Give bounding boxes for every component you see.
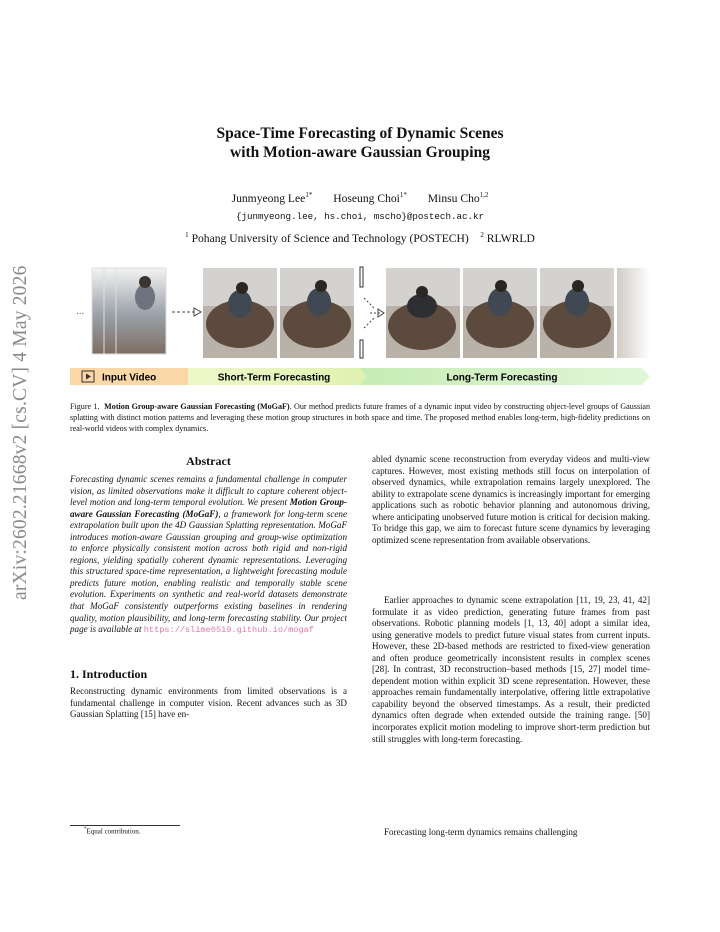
author-2: [333, 192, 407, 205]
author-name: Junmyeong Lee: [231, 191, 306, 205]
abstract-text: , a framework for long-term scene extrapolation built upon the 4D Gaussian Splatting representation. MoGaF introduces motion-aware Gaussian grouping and group-wise optimization to enforce physically consistent motion across both rigid and non-rigid regions, yielding spatially coherent dynamic representations. Leveraging this structured space-time representation, a lightweight forecasting module predicts future motion, enabling realistic and temporally stable scene evolution. Experiments on synthetic and real-world datasets demonstrate that MoGaF consistently outperforms existing baselines in rendering quality, motion plausibility, and long-term forecasting stability. Our project page is available at: [70, 508, 347, 635]
ellipsis: ...: [76, 306, 85, 317]
long-term-frames: [386, 268, 650, 358]
person-head: [416, 286, 428, 298]
abstract-body: [70, 474, 347, 637]
bracket-top: [360, 267, 363, 287]
author-mark: 1*: [399, 191, 407, 199]
arxiv-stamp: arXiv:2602.21668v2 [cs.CV] 4 May 2026: [10, 265, 31, 600]
short-term-frames: [203, 268, 354, 358]
affiliations: [0, 231, 720, 245]
footnote-rule: [70, 825, 180, 826]
affiliation-name: Pohang University of Science and Technology (POSTECH): [191, 231, 469, 245]
frame-fade: [610, 268, 650, 358]
person-head: [236, 282, 248, 294]
author-1: [232, 192, 313, 205]
person-shape: [307, 288, 331, 316]
abstract-heading: Abstract: [186, 454, 231, 468]
abstract-method-name: Motion Group-aware Gaussian Forecasting (MoGaF): [70, 497, 347, 519]
person-shape: [488, 288, 512, 316]
input-video-frames: [92, 268, 166, 354]
right-paragraph-1: abled dynamic scene reconstruction from everyday videos and multi-view captures. However, most existing methods still focus on interpolation of observed dynamics, while extrapolation remains largely unexplored. The ability to extrapolate scene dynamics is increasingly important for emerging applications such as robotic behavior planning and autonomous driving, where anticipating unobserved future motion is critical for decision making. To bridge this gap, we aim to forecast future scene dynamics by leveraging optimized scene representation from available observations.: [372, 454, 650, 545]
person-shape: [565, 288, 589, 316]
author-emails: {junmyeong.lee, hs.choi, mscho}@postech.ac.kr: [235, 211, 485, 222]
abstract-text: Forecasting dynamic scenes remains a fundamental challenge in computer vision, as limited observations make it difficult to capture coherent object-level motion and long-term temporal evolution. We present: [70, 474, 347, 508]
author-list: [0, 191, 720, 205]
label-short-term: Short-Term Forecasting: [217, 372, 331, 384]
right-paragraph-3: Forecasting long-term dynamics remains challenging: [384, 827, 578, 837]
author-mark: 1*: [305, 191, 313, 199]
arrow-head-1: [194, 308, 201, 316]
author-mark: 1,2: [479, 191, 489, 199]
bracket-bottom: [360, 340, 363, 358]
caption-bold: Motion Group-aware Gaussian Forecasting (MoGaF): [104, 402, 290, 411]
footnote-text: Equal contribution.: [86, 827, 141, 836]
author-3: [428, 192, 489, 205]
project-url[interactable]: https://slime0519.github.io/mogaf: [143, 625, 314, 636]
label-long-term: Long-Term Forecasting: [446, 372, 558, 384]
author-name: Hoseung Choi: [333, 191, 400, 205]
person-head: [495, 280, 507, 292]
teaser-figure: [70, 262, 650, 387]
transition-bracket: [360, 267, 384, 358]
person-shape: [228, 290, 252, 318]
label-input-video: Input Video: [102, 372, 157, 384]
figure-caption: [70, 401, 650, 434]
caption-prefix: Figure 1.: [70, 402, 100, 411]
right-paragraph-2: Earlier approaches to dynamic scene extrapolation [11, 19, 23, 41, 42] formulate it as video prediction, generating future frames from past observations. Robotic planning models [1, 13, 40] adopt a similar idea, using generative models to predict future visual states from current inputs. However, these 2D-based methods are restricted to fixed-view generation and often produce geometrically inconsistent results in complex scenes [28]. In contrast, 3D reconstruction–based methods [15, 27] model time-dependent motion within explicit 3D scene representation. However, these approaches remain fundamentally interpolative, offering little extrapolative capability beyond the observed timestamps. As a result, their predicted dynamics often degrade when extended outside the training range. [50] incorporates explicit motion modeling to improve short-term prediction but still struggles with long-term forecasting.: [372, 595, 650, 744]
affiliation-mark: 2: [480, 231, 484, 239]
intro-left-paragraph: Reconstructing dynamic environments from limited observations is a fundamental challenge in computer vision. Recent advances such as 3D Gaussian Splatting [15] have en-: [70, 686, 347, 720]
author-name: Minsu Cho: [427, 191, 480, 205]
split-arrow-up: [364, 298, 374, 308]
paper-title: [0, 124, 720, 162]
person-head: [315, 280, 327, 292]
split-arrow-down: [364, 318, 374, 328]
caption-text: . Our method predicts future frames of a dynamic input video by constructing object-level groups of Gaussian splatting with distinct motion patterns and leveraging these motion group structures in both space and time. The proposed method enables long-term, high-fidelity predictions on real-world videos with complex dynamics.: [70, 402, 650, 433]
affiliation-name: RLWRLD: [486, 231, 535, 245]
affiliation-mark: 1: [185, 231, 189, 239]
footnote: *Equal contribution.: [84, 827, 141, 836]
title-line-1: Space-Time Forecasting of Dynamic Scenes: [216, 125, 504, 142]
intro-heading: 1. Introduction: [70, 667, 148, 681]
title-line-2: with Motion-aware Gaussian Grouping: [230, 144, 490, 161]
person-head: [139, 276, 151, 288]
person-head: [572, 280, 584, 292]
